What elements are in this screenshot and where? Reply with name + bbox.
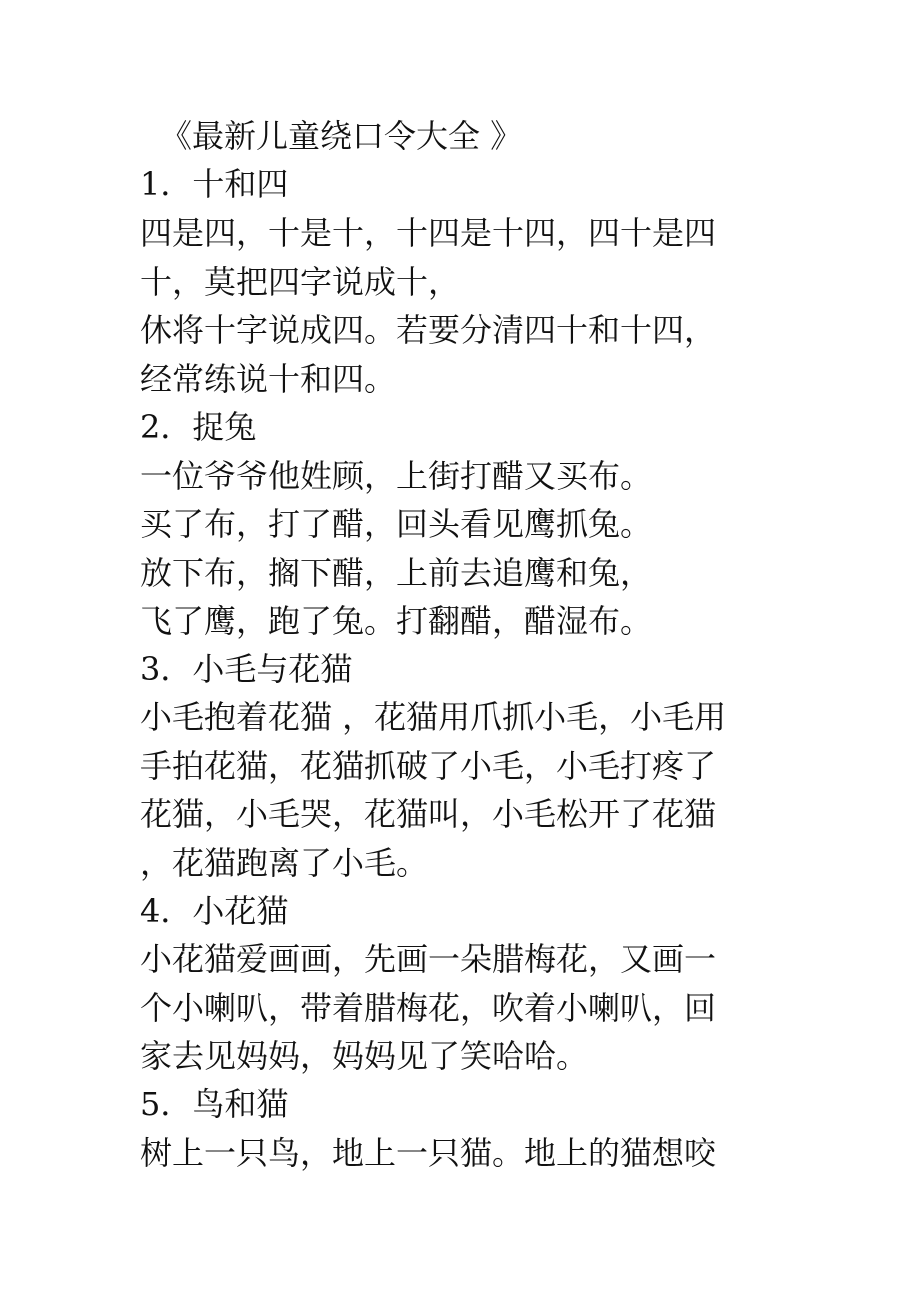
paragraph-line: 花猫，小毛哭，花猫叫，小毛松开了花猫	[140, 795, 717, 833]
paragraph-line: 飞了鹰，跑了兔。打翻醋，醋湿布。	[140, 602, 653, 640]
paragraph-line: 个小喇叭，带着腊梅花，吹着小喇叭，回	[140, 989, 717, 1027]
section-heading: 2．捉兔	[140, 408, 257, 446]
section-heading: 5．鸟和猫	[140, 1085, 289, 1123]
paragraph-line: 小花猫爱画画，先画一朵腊梅花，又画一	[140, 940, 717, 978]
paragraph-line: 一位爷爷他姓顾，上街打醋又买布。	[140, 457, 653, 495]
section-heading: 3．小毛与花猫	[140, 650, 353, 688]
paragraph-line: 十，莫把四字说成十，	[140, 263, 461, 301]
paragraph-line: 家去见妈妈，妈妈见了笑哈哈。	[140, 1037, 589, 1075]
paragraph-line: 四是四，十是十，十四是十四，四十是四	[140, 214, 717, 252]
paragraph-line: 买了布，打了醋，回头看见鹰抓兔。	[140, 505, 653, 543]
paragraph-line: 小毛抱着花猫 ，花猫用爪抓小毛，小毛用	[140, 698, 727, 736]
paragraph-line: 休将十字说成四。若要分清四十和十四，	[140, 311, 717, 349]
paragraph-line: 经常练说十和四。	[140, 360, 397, 398]
document-title: 《最新儿童绕口令大全 》	[160, 117, 523, 155]
section-heading: 1．十和四	[140, 165, 289, 203]
paragraph-line: ，花猫跑离了小毛。	[140, 844, 429, 882]
section-heading: 4．小花猫	[140, 892, 289, 930]
paragraph-line: 手拍花猫，花猫抓破了小毛，小毛打疼了	[140, 747, 717, 785]
paragraph-line: 放下布，搁下醋，上前去追鹰和兔，	[140, 554, 653, 592]
paragraph-line: 树上一只鸟，地上一只猫。地上的猫想咬	[140, 1134, 717, 1172]
